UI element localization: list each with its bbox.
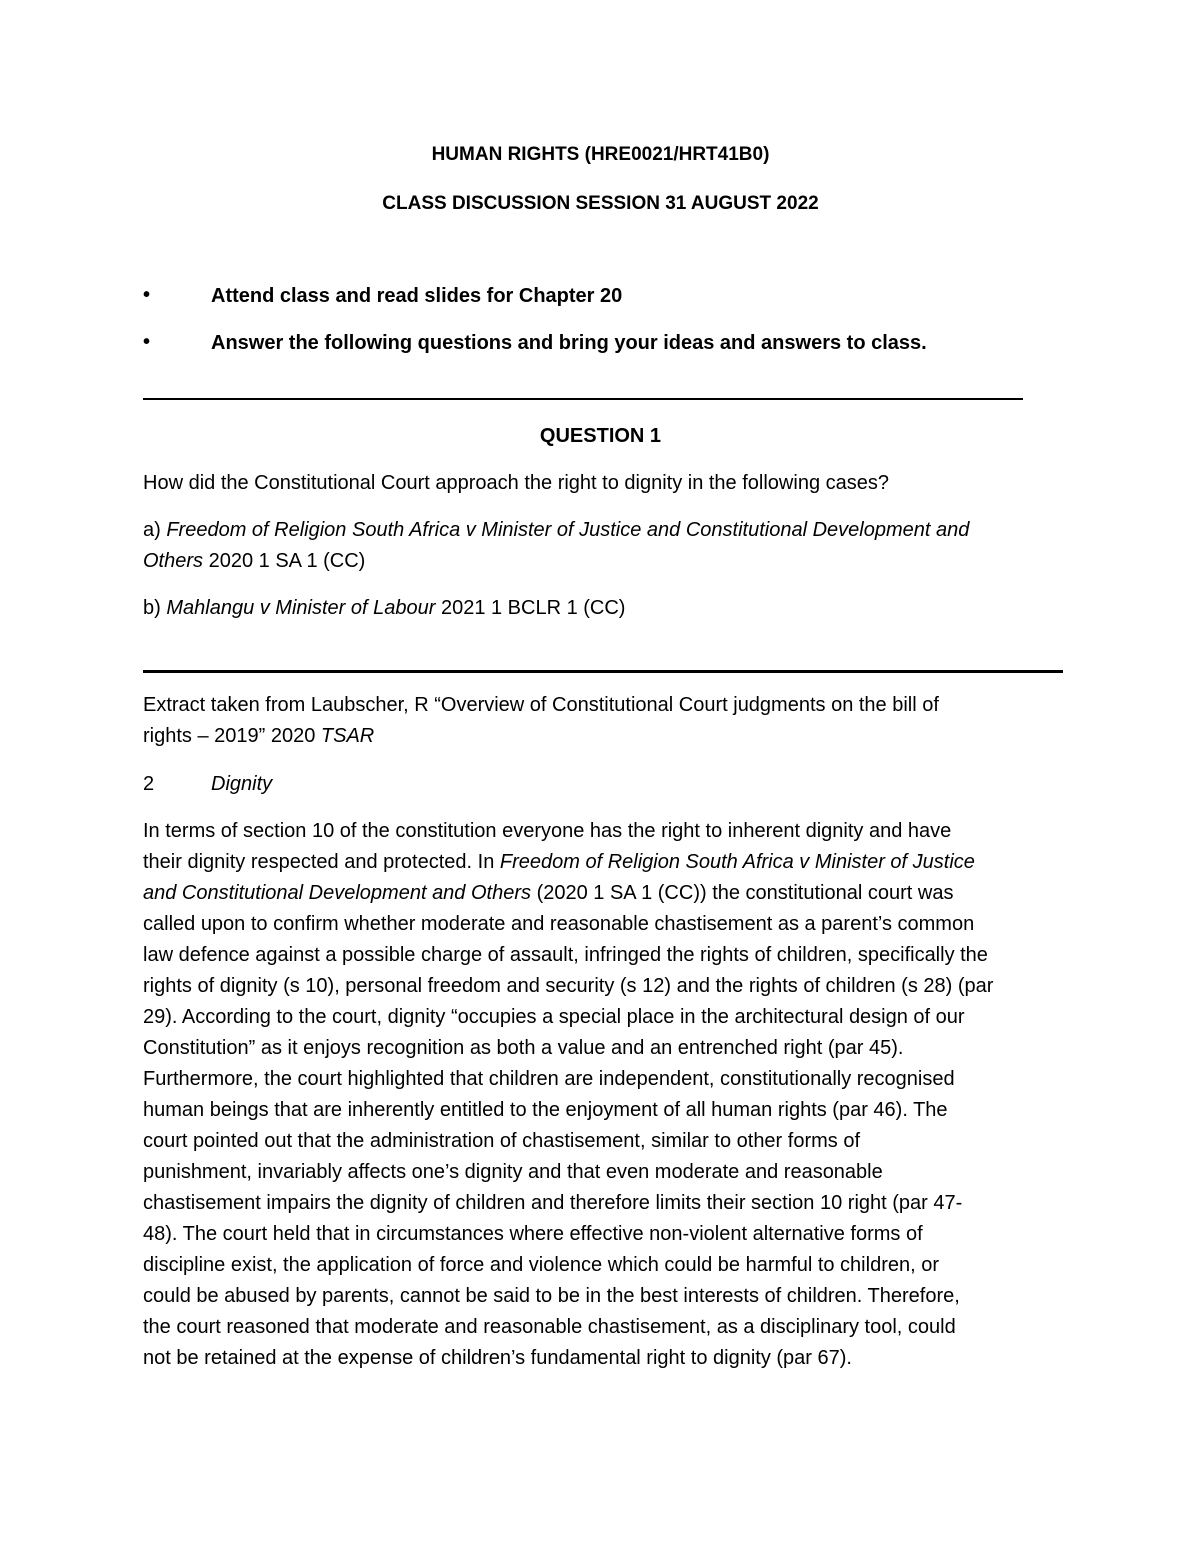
body-line: not be retained at the expense of children’s fundamental right to dignity (par 67).: [143, 1347, 852, 1369]
section-title: Dignity: [211, 773, 273, 795]
bullet-text: Attend class and read slides for Chapter 20: [211, 285, 623, 307]
journal-name: TSAR: [320, 725, 375, 747]
case-a-line-1: [143, 519, 969, 542]
body-line: [143, 878, 1063, 909]
case-a-label: a): [143, 519, 167, 541]
body-line: discipline exist, the application of force and violence which could be harmful to children, or: [143, 1254, 939, 1276]
question-heading: QUESTION 1: [539, 425, 662, 447]
body-text: (2020 1 SA 1 (CC)) the constitutional court was: [531, 882, 954, 904]
body-line: court pointed out that the administration of chastisement, similar to other forms of: [143, 1130, 861, 1152]
case-a-line-2: [143, 550, 365, 573]
body-line: the court reasoned that moderate and reasonable chastisement, as a disciplinary tool, could: [143, 1316, 956, 1338]
case-name: and Constitutional Development and Others: [143, 882, 532, 904]
body-line: chastisement impairs the dignity of children and therefore limits their section 10 right (par 47-: [143, 1192, 963, 1214]
case-name: Freedom of Religion South Africa v Minister of Justice: [499, 851, 975, 873]
case-b-citation: 2021 1 BCLR 1 (CC): [435, 597, 626, 619]
body-line: punishment, invariably affects one’s dignity and that even moderate and reasonable: [143, 1161, 883, 1183]
case-b-label: b): [143, 597, 167, 619]
case-b-name: Mahlangu v Minister of Labour: [166, 597, 436, 619]
section-number: 2: [143, 773, 155, 795]
body-line: 48). The court held that in circumstances where effective non-violent alternative forms of: [143, 1223, 923, 1245]
body-line: could be abused by parents, cannot be said to be in the best interests of children. Therefore,: [143, 1285, 960, 1307]
extract-body: [143, 816, 1063, 1374]
body-line: [143, 847, 1063, 878]
section-rule: [143, 670, 1063, 673]
body-line: human beings that are inherently entitled to the enjoyment of all human rights (par 46). The: [143, 1099, 948, 1121]
body-line: In terms of section 10 of the constitution everyone has the right to inherent dignity and have: [143, 820, 952, 842]
body-line: law defence against a possible charge of assault, infringed the rights of children, specifically the: [143, 944, 988, 966]
body-line: called upon to confirm whether moderate and reasonable chastisement as a parent’s common: [143, 913, 975, 935]
body-line: Constitution” as it enjoys recognition as both a value and an entrenched right (par 45).: [143, 1037, 904, 1059]
divider-rule: [143, 398, 1023, 400]
body-line: 29). According to the court, dignity “occupies a special place in the architectural design of our: [143, 1006, 965, 1028]
bullet-text: Answer the following questions and bring your ideas and answers to class.: [211, 332, 927, 354]
extract-source-line-2: [143, 725, 374, 748]
extract-source-line-1: Extract taken from Laubscher, R “Overview of Constitutional Court judgments on the bill of: [143, 694, 939, 716]
case-a-citation: 2020 1 SA 1 (CC): [203, 550, 366, 572]
bullet-icon: •: [143, 284, 151, 306]
case-a-name: Freedom of Religion South Africa v Minister of Justice and Constitutional Development and: [166, 519, 970, 541]
case-b-line: [143, 597, 625, 620]
question-prompt: How did the Constitutional Court approach the right to dignity in the following cases?: [143, 472, 889, 494]
body-line: rights of dignity (s 10), personal freedom and security (s 12) and the rights of children (s 28) (par: [143, 975, 994, 997]
body-text: their dignity respected and protected. In: [143, 851, 500, 873]
session-title: CLASS DISCUSSION SESSION 31 AUGUST 2022: [382, 193, 819, 214]
course-title: HUMAN RIGHTS (HRE0021/HRT41B0): [431, 144, 770, 165]
section-heading: [143, 773, 273, 796]
bullet-icon: •: [143, 331, 151, 353]
extract-source-text: rights – 2019” 2020: [143, 725, 321, 747]
case-a-name-cont: Others: [143, 550, 204, 572]
body-line: Furthermore, the court highlighted that children are independent, constitutionally recognised: [143, 1068, 955, 1090]
